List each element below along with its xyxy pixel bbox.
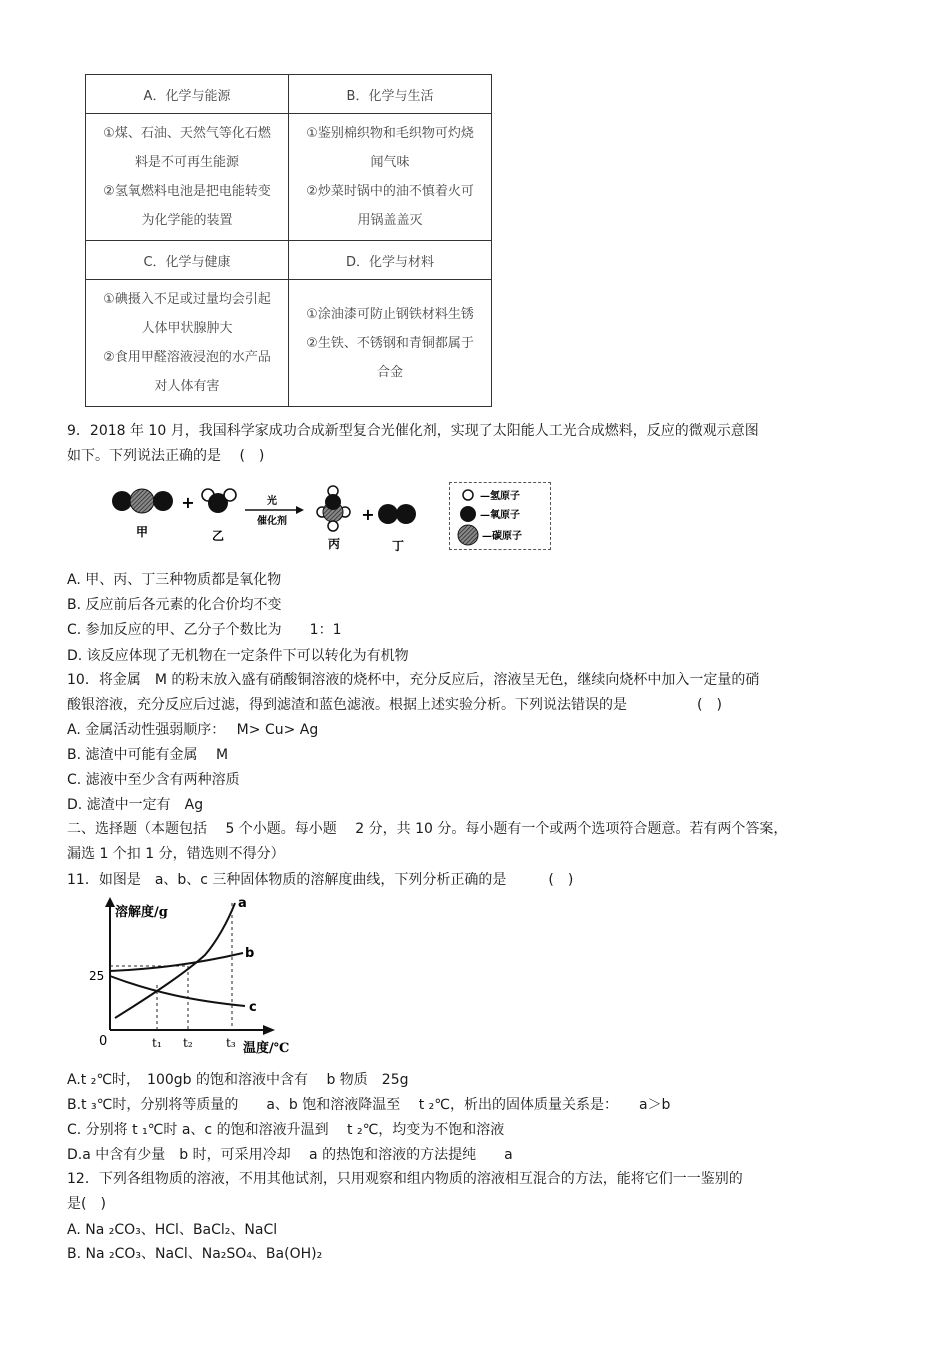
q10-option-c: C. 滤液中至少含有两种溶质 — [67, 772, 240, 788]
molecule-yi — [202, 489, 236, 513]
plus-sign: + — [181, 493, 195, 512]
x-tick-t1: t₁ — [152, 1036, 162, 1050]
molecule-jia — [112, 489, 173, 513]
q9-option-b: B. 反应前后各元素的化合价均不变 — [67, 597, 282, 613]
label-ding: 丁 — [391, 539, 405, 553]
label-jia: 甲 — [135, 525, 149, 539]
cell-text: 合金 — [376, 364, 403, 380]
table-head-a: A．化学与能源 — [86, 75, 289, 114]
section2-heading-line1: 二、选择题（本题包括 5 个小题。每小题 2 分，共 10 分。每小题有一个或两个选项符合题意。若有两个答案， — [67, 821, 788, 837]
arrow-top-text: 光 — [267, 496, 277, 507]
q11-stem: 11．如图是 a、b、c 三种固体物质的溶解度曲线，下列分析正确的是 ( ) — [67, 872, 574, 888]
x-axis-label: 温度/℃ — [243, 1041, 290, 1056]
curve-b-label: b — [245, 946, 255, 961]
hydrogen-atom-icon — [463, 490, 473, 500]
q11-option-b: B.t ₃℃时，分别将等质量的 a、b 饱和溶液降温至 t ₂℃，析出的固体质量关系是： a＞b — [67, 1097, 671, 1113]
curve-a — [115, 903, 235, 1018]
q12-stem-line2: 是( ) — [67, 1196, 106, 1212]
legend-hydrogen: —氢原子 — [480, 491, 520, 502]
cell-text: 对人体有害 — [154, 379, 220, 394]
cell-text: 用锅盖盖灭 — [357, 213, 423, 228]
q9-option-a: A. 甲、丙、丁三种物质都是氧化物 — [67, 572, 282, 588]
q10-option-b: B. 滤渣中可能有金属 M — [67, 747, 229, 763]
plus-sign: + — [361, 505, 375, 524]
carbon-atom-icon — [458, 525, 478, 545]
cell-text: ②生铁、不锈钢和青铜都属于 — [306, 335, 474, 351]
cell-text: ②氢氧燃料电池是把电能转变 — [103, 184, 271, 199]
curve-c-label: c — [249, 1000, 257, 1015]
cell-text: ①碘摄入不足或过量均会引起 — [103, 292, 271, 307]
label-bing: 丙 — [327, 537, 341, 551]
cell-text: ②炒菜时锅中的油不慎着火可 — [306, 184, 474, 199]
cell-text: 为化学能的装置 — [141, 213, 233, 228]
oxygen-atom-icon — [460, 506, 476, 522]
legend-carbon: —碳原子 — [482, 531, 522, 542]
q12-option-b: B. Na ₂CO₃、NaCl、Na₂SO₄、Ba(OH)₂ — [67, 1246, 323, 1262]
table-cell-d — [289, 280, 492, 407]
knowledge-table — [85, 74, 492, 407]
curve-a-label: a — [238, 896, 247, 911]
table-cell-b — [289, 114, 492, 241]
label-yi: 乙 — [211, 529, 225, 543]
table-cell-a — [86, 114, 289, 241]
table-head-c: C．化学与健康 — [86, 241, 289, 280]
x-tick-t3: t₃ — [226, 1036, 236, 1050]
q11-option-c: C. 分别将 t ₁℃时 a、c 的饱和溶液升温到 t ₂℃，均变为不饱和溶液 — [67, 1122, 505, 1138]
q10-option-a: A. 金属活动性强弱顺序： M> Cu> Ag — [67, 722, 319, 738]
cell-text: 人体甲状腺肿大 — [141, 321, 233, 336]
q10-stem-line1: 10．将金属 M 的粉末放入盛有硝酸铜溶液的烧杯中，充分反应后，溶液呈无色，继续向烧杯中加入一定量的硝 — [67, 672, 760, 688]
curve-c — [110, 976, 245, 1006]
x-axis-arrow-icon — [263, 1025, 275, 1035]
q11-option-d: D.a 中含有少量 b 时，可采用冷却 a 的热饱和溶液的方法提纯 a — [67, 1147, 513, 1163]
cell-text: 料是不可再生能源 — [134, 155, 239, 170]
q10-option-d: D. 滤渣中一定有 Ag — [67, 797, 204, 813]
cell-text: ①煤、石油、天然气等化石燃 — [103, 126, 271, 141]
q10-stem-line2: 酸银溶液，充分反应后过滤，得到滤渣和蓝色滤液。根据上述实验分析。下列说法错误的是 ( ) — [67, 697, 722, 713]
q12-stem-line1: 12．下列各组物质的溶液，不用其他试剂，只用观察和组内物质的溶液相互混合的方法，能将它们一一鉴别的 — [67, 1171, 743, 1187]
origin-label: 0 — [99, 1034, 108, 1049]
cell-text: 闻气味 — [370, 155, 410, 170]
cell-text: ②食用甲醛溶液浸泡的水产品 — [103, 350, 271, 365]
legend-oxygen: —氧原子 — [480, 510, 520, 521]
q9-option-d: D. 该反应体现了无机物在一定条件下可以转化为有机物 — [67, 648, 409, 664]
table-cell-c — [86, 280, 289, 407]
y-tick-25: 25 — [89, 969, 105, 983]
solubility-graph — [85, 893, 310, 1058]
reaction-arrow — [245, 506, 304, 514]
molecule-bing — [317, 486, 350, 531]
atom-legend — [449, 482, 551, 550]
q12-option-a: A. Na ₂CO₃、HCl、BaCl₂、NaCl — [67, 1222, 278, 1238]
arrow-bottom-text: 催化剂 — [257, 516, 287, 527]
molecule-ding — [378, 504, 416, 524]
x-tick-t2: t₂ — [183, 1036, 193, 1050]
y-axis-arrow-icon — [105, 897, 115, 907]
table-head-d: D．化学与材料 — [289, 241, 492, 280]
q11-option-a: A.t ₂℃时， 100gb 的饱和溶液中含有 b 物质 25g — [67, 1072, 409, 1088]
cell-text: ①鉴别棉织物和毛织物可灼烧 — [306, 126, 474, 141]
q9-stem-line2: 如下。下列说法正确的是 ( ) — [67, 448, 265, 464]
q9-option-c: C. 参加反应的甲、乙分子个数比为 1：1 — [67, 622, 342, 638]
q9-stem-line1: 9．2018 年 10 月，我国科学家成功合成新型复合光催化剂，实现了太阳能人工光合成燃料，反应的微观示意图 — [67, 423, 759, 439]
curve-b — [110, 953, 243, 971]
y-axis-label: 溶解度/g — [115, 905, 168, 920]
section2-heading-line2: 漏选 1 个扣 1 分，错选则不得分） — [67, 846, 285, 862]
cell-text: ①涂油漆可防止钢铁材料生锈 — [306, 306, 474, 322]
table-head-b: B．化学与生活 — [289, 75, 492, 114]
